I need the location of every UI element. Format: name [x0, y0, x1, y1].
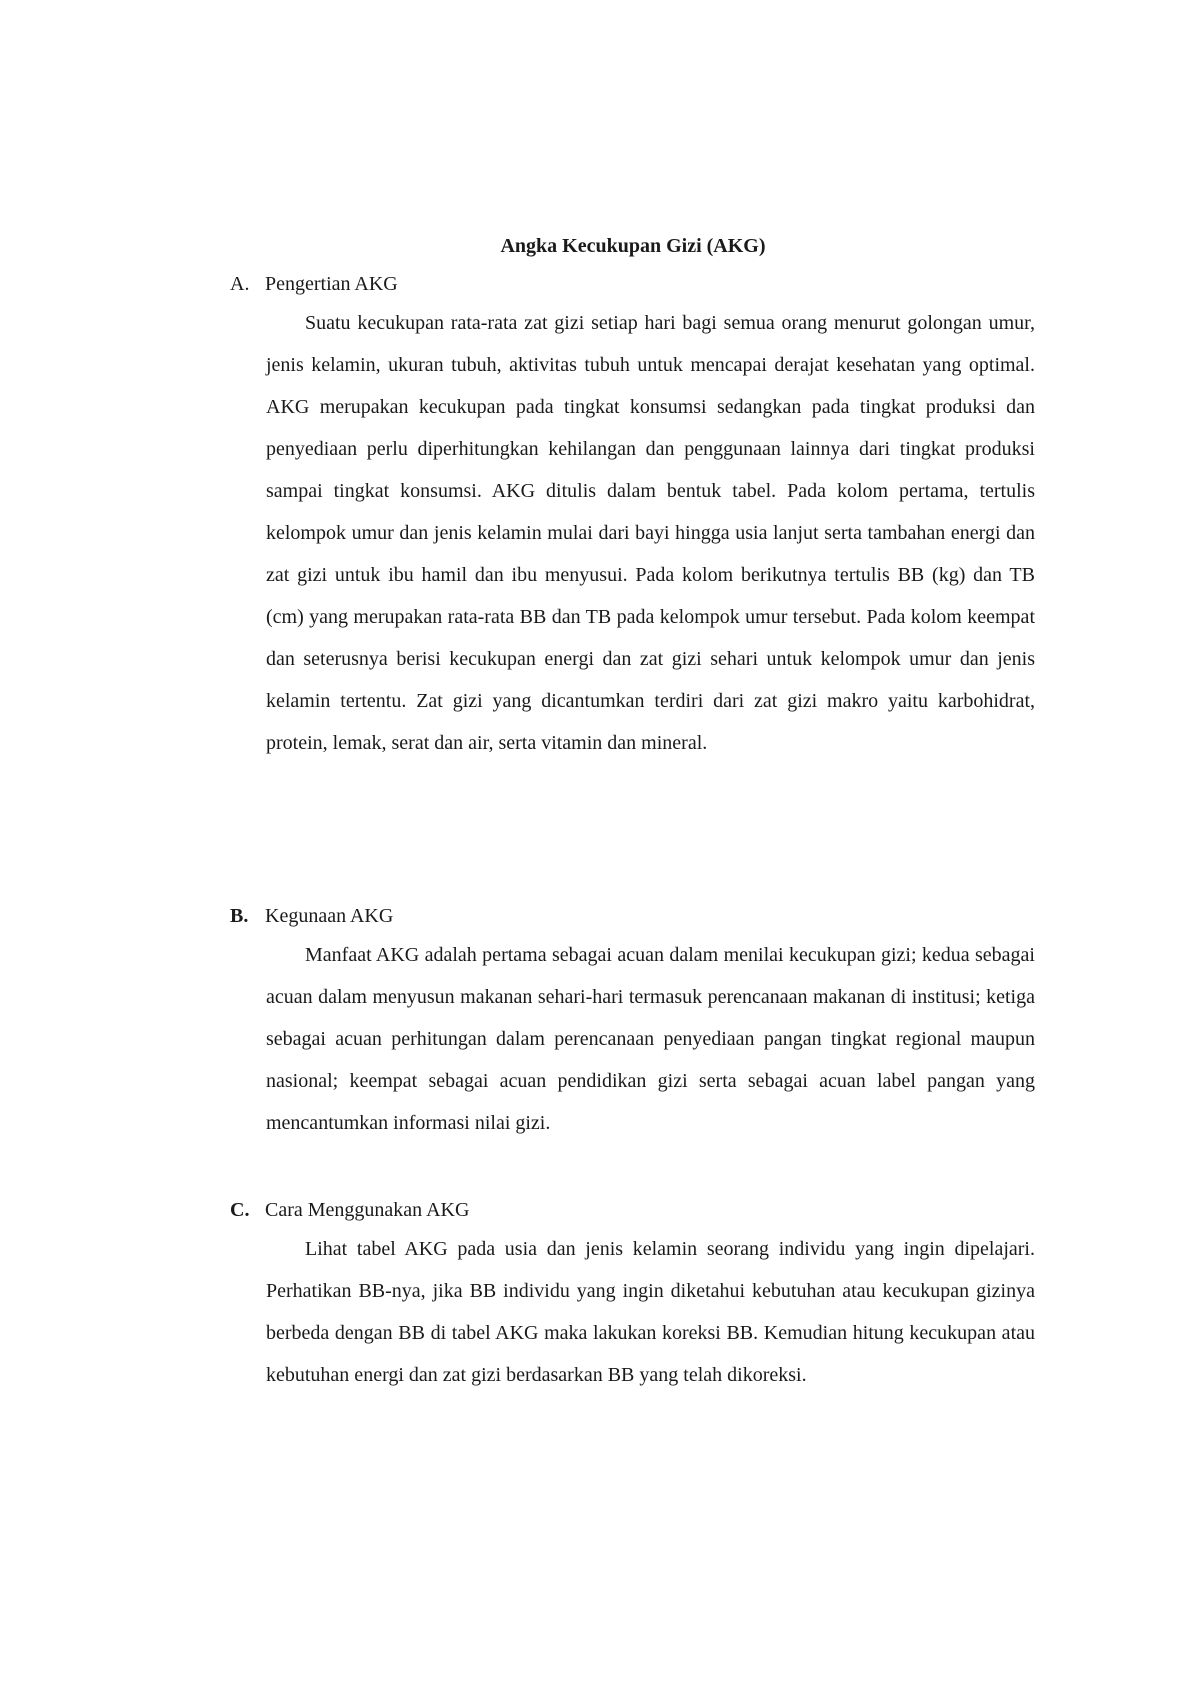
section-heading: [230, 902, 1036, 934]
section-heading-label: Cara Menggunakan AKG: [265, 1199, 470, 1221]
section-letter: C.: [230, 1199, 250, 1221]
section-letter: B.: [230, 905, 249, 927]
section-heading: [230, 1196, 1036, 1228]
section-kegunaan: [230, 902, 1036, 1144]
section-paragraph: Lihat tabel AKG pada usia dan jenis kelamin seorang individu yang ingin dipelajari. Perhatikan BB-nya, jika BB individu yang ingin diketahui kebutuhan atau kecukupan gizinya berbeda dengan BB di tabel AKG maka lakukan koreksi BB. Kemudian hitung kecukupan atau kebutuhan energi dan zat gizi berdasarkan BB yang telah dikoreksi.: [266, 1238, 1035, 1386]
section-paragraph: Manfaat AKG adalah pertama sebagai acuan dalam menilai kecukupan gizi; kedua sebagai acuan dalam menyusun makanan sehari-hari termasuk perencanaan makanan di institusi; ketiga sebagai acuan perhitungan dalam perencanaan penyediaan pangan tingkat regional maupun nasional; keempat sebagai acuan pendidikan gizi serta sebagai acuan label pangan yang mencantumkan informasi nilai gizi.: [266, 944, 1035, 1134]
section-heading-label: Pengertian AKG: [265, 273, 398, 295]
section-pengertian: [230, 270, 1036, 764]
document-title: Angka Kecukupan Gizi (AKG): [500, 235, 766, 257]
section-heading-label: Kegunaan AKG: [265, 905, 394, 927]
section-heading: [230, 270, 1036, 302]
section-cara-menggunakan: [230, 1196, 1036, 1396]
section-paragraph: Suatu kecukupan rata-rata zat gizi setiap hari bagi semua orang menurut golongan umur, jenis kelamin, ukuran tubuh, aktivitas tubuh untuk mencapai derajat kesehatan yang optimal. AKG merupakan kecukupan pada tingkat konsumsi sedangkan pada tingkat produksi dan penyediaan perlu diperhitungkan kehilangan dan penggunaan lainnya dari tingkat produksi sampai tingkat konsumsi. AKG ditulis dalam bentuk tabel. Pada kolom pertama, tertulis kelompok umur dan jenis kelamin mulai dari bayi hingga usia lanjut serta tambahan energi dan zat gizi untuk ibu hamil dan ibu menyusui. Pada kolom berikutnya tertulis BB (kg) dan TB (cm) yang merupakan rata-rata BB dan TB pada kelompok umur tersebut. Pada kolom keempat dan seterusnya berisi kecukupan energi dan zat gizi sehari untuk kelompok umur dan jenis kelamin tertentu. Zat gizi yang dicantumkan terdiri dari zat gizi makro yaitu karbohidrat, protein, lemak, serat dan air, serta vitamin dan mineral.: [266, 312, 1035, 754]
section-letter: A.: [230, 273, 250, 295]
